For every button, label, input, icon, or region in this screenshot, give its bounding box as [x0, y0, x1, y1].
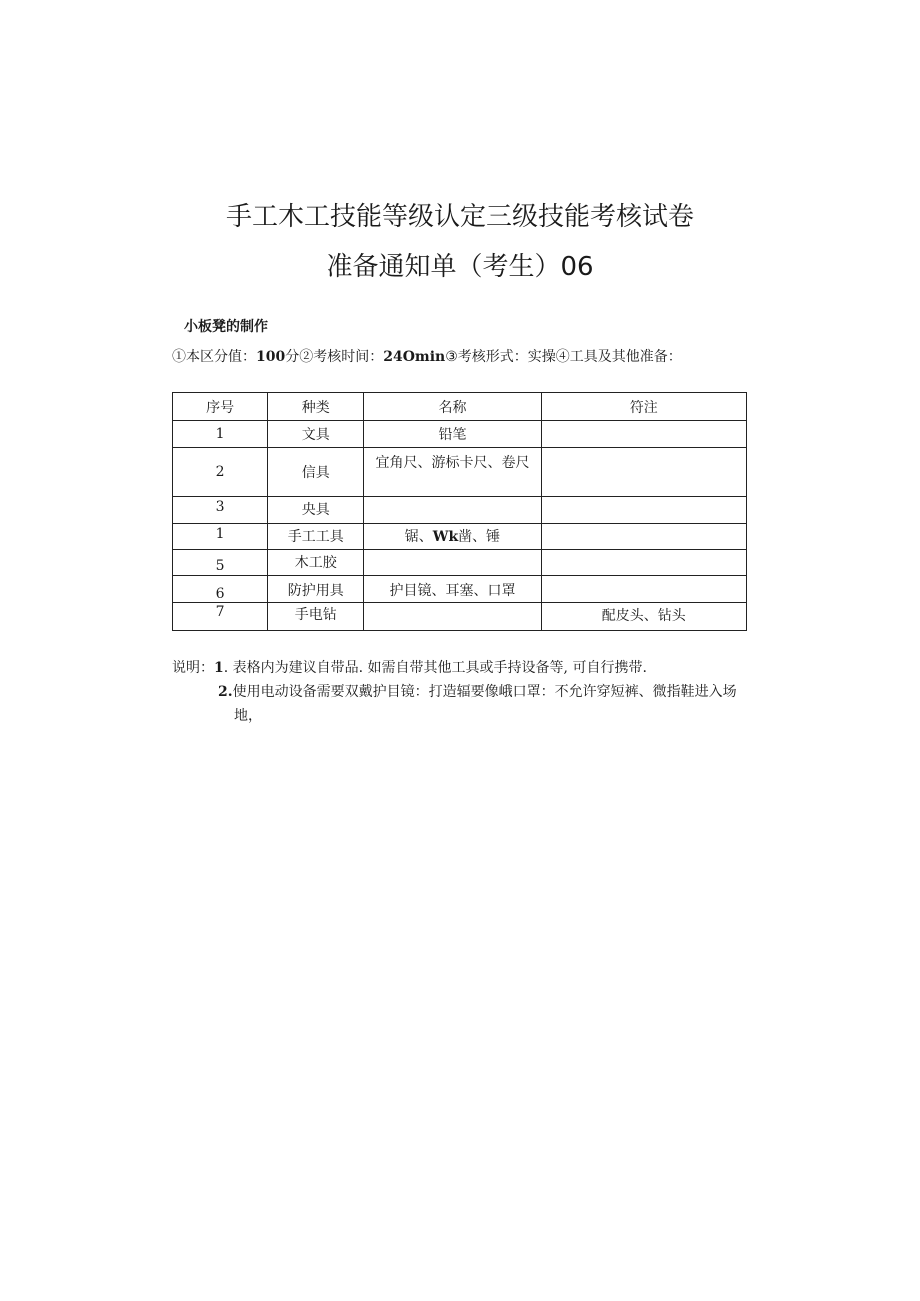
- note-number: 2.: [218, 684, 233, 700]
- cell-type: 手工工具: [268, 524, 364, 550]
- cell-note: [541, 448, 746, 497]
- cell-note: [541, 550, 746, 576]
- table-row: [173, 550, 747, 576]
- cell-seq: 5: [173, 550, 268, 576]
- cell-name: [364, 497, 541, 524]
- cell-seq: 3: [173, 497, 268, 524]
- cell-name-post: 凿、锤: [458, 529, 501, 545]
- cell-note: [541, 576, 746, 603]
- note-text: . 表格内为建议自带品. 如需自带其他工具或手持设备等, 可自行携带.: [223, 660, 647, 676]
- document-title-line2: 准备通知单（考生）06: [326, 252, 594, 282]
- info-part3: ③考核形式：实操④工具及其他准备：: [445, 349, 682, 365]
- table-row: [173, 576, 747, 603]
- cell-note: [541, 421, 746, 448]
- note-item-1: [172, 656, 792, 680]
- note-text: 使用电动设备需要双戴护目镜：打造辐要像峨口罩：不允许穿短裤、微指鞋进入场: [232, 684, 737, 700]
- table-row: [173, 524, 747, 550]
- cell-name: 宜角尺、游标卡尺、卷尺: [364, 448, 541, 497]
- info-part1: ①本区分值：: [172, 349, 256, 365]
- cell-note: [541, 524, 746, 550]
- table-row: [173, 421, 747, 448]
- cell-seq: 7: [173, 603, 268, 631]
- exam-info-line: [172, 346, 682, 366]
- document-title-line1: 手工木工技能等级认定三级技能考核试卷: [225, 202, 694, 232]
- header-seq: 序号: [173, 393, 268, 421]
- notes-label: 说明：: [172, 660, 214, 676]
- note-item-2: [172, 680, 792, 704]
- note-item-2-continuation: [172, 704, 792, 728]
- info-part2: 分②考核时间：: [285, 349, 384, 365]
- cell-type: 央具: [268, 497, 364, 524]
- table-header-row: [173, 393, 747, 421]
- cell-seq: 6: [173, 576, 268, 603]
- cell-name-pre: 锯、: [404, 529, 433, 545]
- cell-type: 手电钻: [268, 603, 364, 631]
- section-subtitle: 小板凳的制作: [184, 319, 268, 335]
- table-row: [173, 497, 747, 524]
- cell-seq: 1: [173, 421, 268, 448]
- preparation-table: [172, 392, 747, 631]
- cell-name: [364, 550, 541, 576]
- cell-type: 文具: [268, 421, 364, 448]
- table-row: [173, 448, 747, 497]
- cell-name: 护目镜、耳塞、口罩: [364, 576, 541, 603]
- cell-seq: 1: [173, 524, 268, 550]
- cell-type: 木工胶: [268, 550, 364, 576]
- note-number: 1: [214, 660, 224, 676]
- cell-name-bold: Wk: [432, 529, 459, 545]
- table-row: [173, 603, 747, 631]
- score-value: 100: [256, 349, 286, 365]
- time-value: 24Omin: [383, 349, 446, 365]
- header-note: 符注: [541, 393, 746, 421]
- cell-seq: 2: [173, 448, 268, 497]
- notes-section: [172, 656, 792, 728]
- cell-name: 铅笔: [364, 421, 541, 448]
- cell-name: [364, 524, 541, 550]
- header-type: 种类: [268, 393, 364, 421]
- cell-note: 配皮头、钻头: [541, 603, 746, 631]
- note-text: 地，: [234, 708, 262, 724]
- header-name: 名称: [364, 393, 541, 421]
- cell-name: [364, 603, 541, 631]
- cell-note: [541, 497, 746, 524]
- cell-type: 防护用具: [268, 576, 364, 603]
- cell-type: 信具: [268, 448, 364, 497]
